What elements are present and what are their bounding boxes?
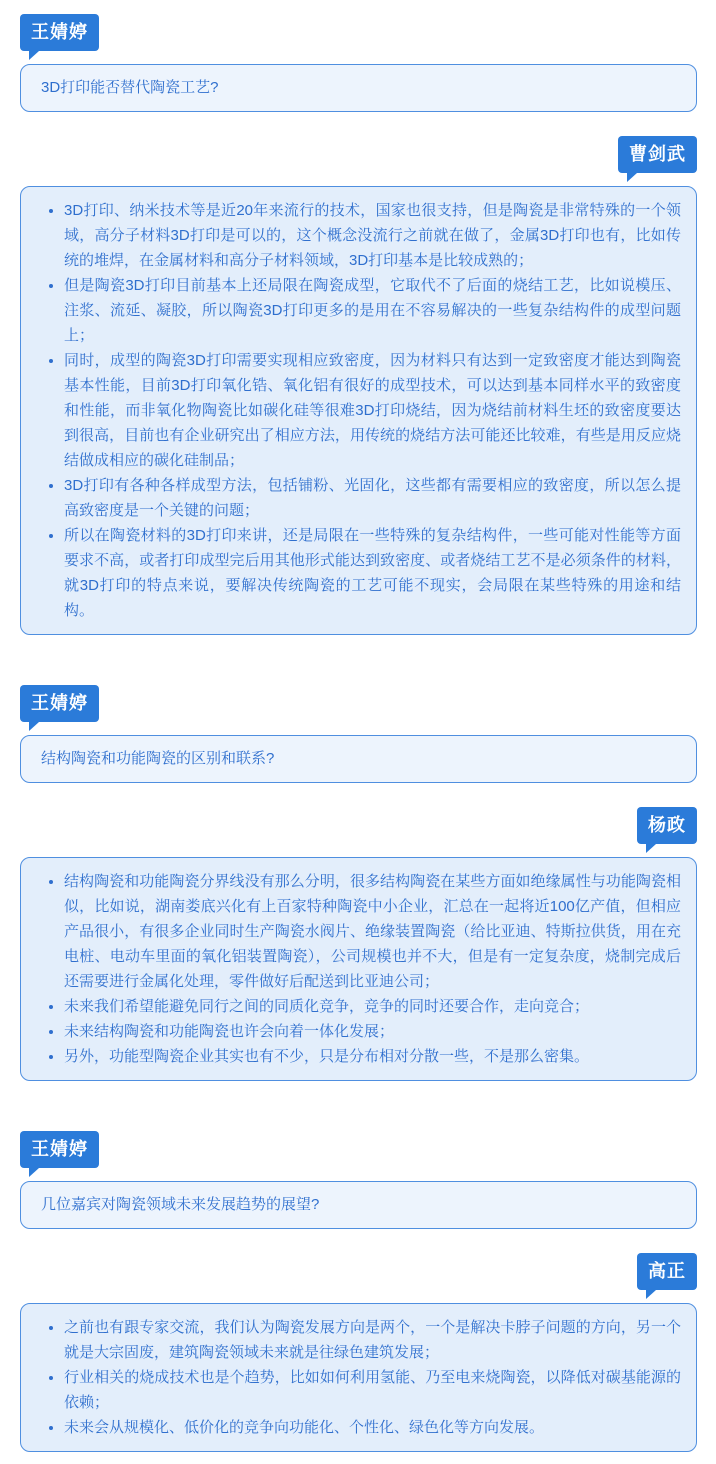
answer-bullet: • 另外，功能型陶瓷企业其实也有不少，只是分布相对分散一些，不是那么密集。 (64, 1044, 681, 1069)
answer-bullet: • 之前也有跟专家交流，我们认为陶瓷发展方向是两个，一个是解决卡脖子问题的方向，另一个就是大宗固废，建筑陶瓷领域未来就是往绿色建筑发展； (64, 1315, 681, 1365)
answer-bullet: • 3D打印、纳米技术等是近20年来流行的技术，国家也很支持，但是陶瓷是非常特殊的一个领域，高分子材料3D打印是可以的，这个概念没流行之前就在做了，金属3D打印也有，比如传统的堆焊，在金属材料和高分子材料领域，3D打印基本是比较成熟的； (64, 198, 681, 273)
speaker-badge-questioner: 王婧婷 (20, 14, 99, 51)
answer-bullet: • 3D打印有各种各样成型方法，包括铺粉、光固化，这些都有需要相应的致密度，所以怎么提高致密度是一个关键的问题； (64, 473, 681, 523)
answer-bullet: • 未来结构陶瓷和功能陶瓷也许会向着一体化发展； (64, 1019, 681, 1044)
answer-bullet-list (41, 869, 681, 1069)
speaker-badge-questioner: 王婧婷 (20, 1131, 99, 1168)
answer-bullet-list (41, 198, 681, 623)
question-text: 结构陶瓷和功能陶瓷的区别和联系? (41, 750, 275, 767)
answer-bubble (20, 1303, 697, 1452)
answer-speaker-row (20, 807, 697, 844)
qa-section-3 (20, 1131, 697, 1452)
answer-speaker-row (20, 1253, 697, 1290)
answer-bubble (20, 857, 697, 1081)
question-bubble (20, 64, 697, 112)
answer-bubble (20, 186, 697, 635)
speaker-badge-questioner: 王婧婷 (20, 685, 99, 722)
qa-section-1 (20, 14, 697, 635)
answer-bullet: • 所以在陶瓷材料的3D打印来讲，还是局限在一些特殊的复杂结构件，一些可能对性能等方面要求不高，或者打印成型完后用其他形式能达到致密度、或者烧结工艺不是必须条件的材料，就3D打印的特点来说，要解决传统陶瓷的工艺可能不现实，会局限在某些特殊的用途和结构。 (64, 523, 681, 623)
speaker-badge-answerer: 曹剑武 (618, 136, 697, 173)
answer-bullet: • 未来我们希望能避免同行之间的同质化竞争，竞争的同时还要合作，走向竞合； (64, 994, 681, 1019)
question-bubble (20, 1181, 697, 1229)
question-speaker-row (20, 14, 697, 51)
speaker-badge-answerer: 杨政 (637, 807, 697, 844)
answer-bullet: • 行业相关的烧成技术也是个趋势，比如如何利用氢能、乃至电来烧陶瓷，以降低对碳基能源的依赖； (64, 1365, 681, 1415)
answer-bullet: • 同时，成型的陶瓷3D打印需要实现相应致密度，因为材料只有达到一定致密度才能达到陶瓷基本性能，目前3D打印氧化锆、氧化铝有很好的成型技术，可以达到基本同样水平的致密度和性能，而非氧化物陶瓷比如碳化硅等很难3D打印烧结，因为烧结前材料生坯的致密度要达到很高，目前也有企业研究出了相应方法，用传统的烧结方法可能还比较难，有些是用反应烧结做成相应的碳化硅制品； (64, 348, 681, 473)
answer-bullet: • 但是陶瓷3D打印目前基本上还局限在陶瓷成型，它取代不了后面的烧结工艺，比如说模压、注浆、流延、凝胶，所以陶瓷3D打印更多的是用在不容易解决的一些复杂结构件的成型问题上； (64, 273, 681, 348)
answer-bullet: • 未来会从规模化、低价化的竞争向功能化、个性化、绿色化等方向发展。 (64, 1415, 681, 1440)
speaker-badge-answerer: 高正 (637, 1253, 697, 1290)
question-speaker-row (20, 685, 697, 722)
question-bubble (20, 735, 697, 783)
answer-bullet-list (41, 1315, 681, 1440)
answer-speaker-row (20, 136, 697, 173)
question-text: 几位嘉宾对陶瓷领域未来发展趋势的展望? (41, 1196, 320, 1213)
qa-section-2 (20, 685, 697, 1081)
question-text: 3D打印能否替代陶瓷工艺? (41, 79, 219, 96)
question-speaker-row (20, 1131, 697, 1168)
answer-bullet: • 结构陶瓷和功能陶瓷分界线没有那么分明，很多结构陶瓷在某些方面如绝缘属性与功能陶瓷相似，比如说，湖南娄底兴化有上百家特种陶瓷中小企业，汇总在一起将近100亿产值，但相应产品很小，有很多企业同时生产陶瓷水阀片、绝缘装置陶瓷（给比亚迪、特斯拉供货，用在充电桩、电动车里面的氧化铝装置陶瓷），公司规模也并不大，但是有一定复杂度，烧制完成后还需要进行金属化处理，零件做好后配送到比亚迪公司； (64, 869, 681, 994)
